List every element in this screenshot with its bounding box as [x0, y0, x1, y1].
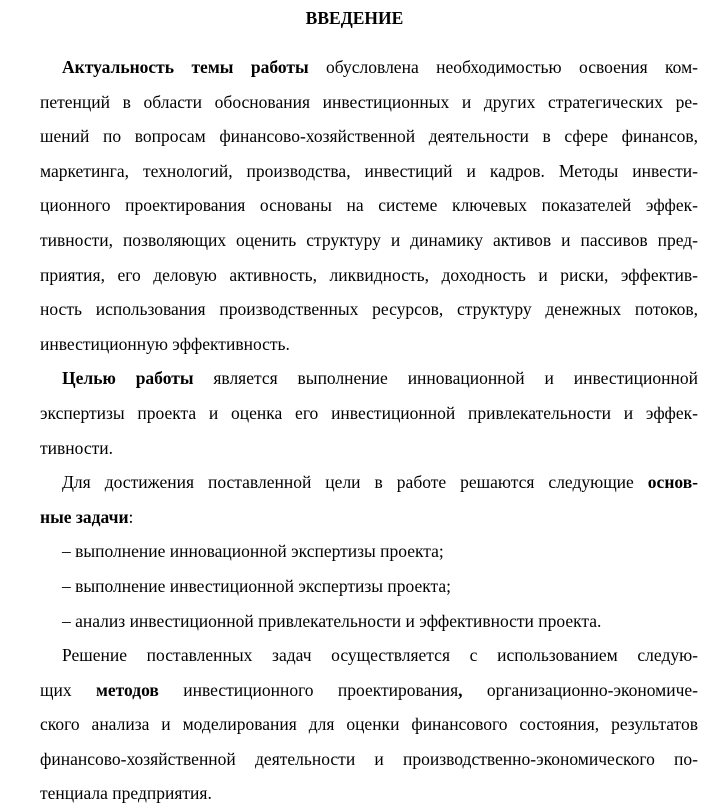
text-span: петенций в области обоснования инвестиционных и других стратегических ре- [40, 91, 698, 112]
text-line [40, 431, 698, 466]
text-span: ность использования производственных ресурсов, структуру денежных потоков, [40, 299, 698, 320]
text-line [40, 327, 698, 362]
text-span: является выполнение инновационной и инвестиционной [193, 368, 698, 389]
text-span: инвестиционного проектирования [158, 679, 459, 700]
text-line [40, 188, 698, 223]
text-line [40, 569, 698, 604]
text-span: экспертизы проекта и оценка его инвестиционной привлекательности и эффек- [40, 402, 698, 423]
text-line [40, 707, 698, 742]
text-span: тенциала предприятия. [40, 783, 212, 804]
text-line [40, 258, 698, 293]
text-span: : [128, 506, 134, 527]
text-span: – выполнение инновационной экспертизы проекта; [62, 541, 444, 562]
bold-text: , [458, 679, 463, 700]
text-line [40, 154, 698, 189]
text-line [40, 742, 698, 777]
text-span: финансово-хозяйственной деятельности и производственно-экономического по- [40, 748, 698, 769]
text-span: организационно-экономиче- [462, 679, 698, 700]
text-line [40, 776, 698, 811]
document-body [40, 50, 698, 811]
text-span: Для достижения поставленной цели в работе решаются следующие [62, 472, 648, 493]
text-line [40, 604, 698, 639]
text-line [40, 500, 698, 535]
bold-text: ные задачи [40, 506, 129, 527]
section-title: ВВЕДЕНИЕ [305, 8, 404, 28]
text-span: инвестиционную эффективность. [40, 333, 290, 354]
text-line [40, 361, 698, 396]
text-line [40, 223, 698, 258]
text-span: приятия, его деловую активность, ликвидность, доходность и риски, эффектив- [40, 264, 698, 285]
bold-text: Целью работы [62, 368, 194, 389]
text-line [40, 85, 698, 120]
text-span: – анализ инвестиционной привлекательности и эффективности проекта. [62, 610, 602, 631]
bold-text: методов [95, 679, 159, 700]
text-span: обусловлена необходимостью освоения ком- [308, 57, 698, 77]
text-span: Решение поставленных задач осуществляется с использованием следую- [62, 645, 698, 666]
text-line [40, 119, 698, 154]
text-span: тивности. [40, 437, 113, 458]
bold-text: основ- [647, 472, 698, 493]
text-span: – выполнение инвестиционной экспертизы проекта; [62, 575, 452, 596]
text-span: ского анализа и моделирования для оценки финансового состояния, результатов [40, 714, 698, 735]
text-span: щих [40, 679, 96, 700]
text-span: ционного проектирования основаны на системе ключевых показателей эффек- [40, 195, 698, 216]
text-line [40, 673, 698, 708]
text-line [40, 292, 698, 327]
text-line [40, 50, 698, 85]
text-line [40, 396, 698, 431]
text-span: тивности, позволяющих оценить структуру и динамику активов и пассивов пред- [40, 229, 698, 250]
text-span: шений по вопросам финансово-хозяйственной деятельности в сфере финансов, [40, 126, 698, 147]
text-line [40, 465, 698, 500]
text-span: маркетинга, технологий, производства, инвестиций и кадров. Методы инвести- [40, 160, 698, 181]
bold-text: Актуальность темы работы [62, 57, 309, 77]
text-line [40, 534, 698, 569]
text-line [40, 638, 698, 673]
